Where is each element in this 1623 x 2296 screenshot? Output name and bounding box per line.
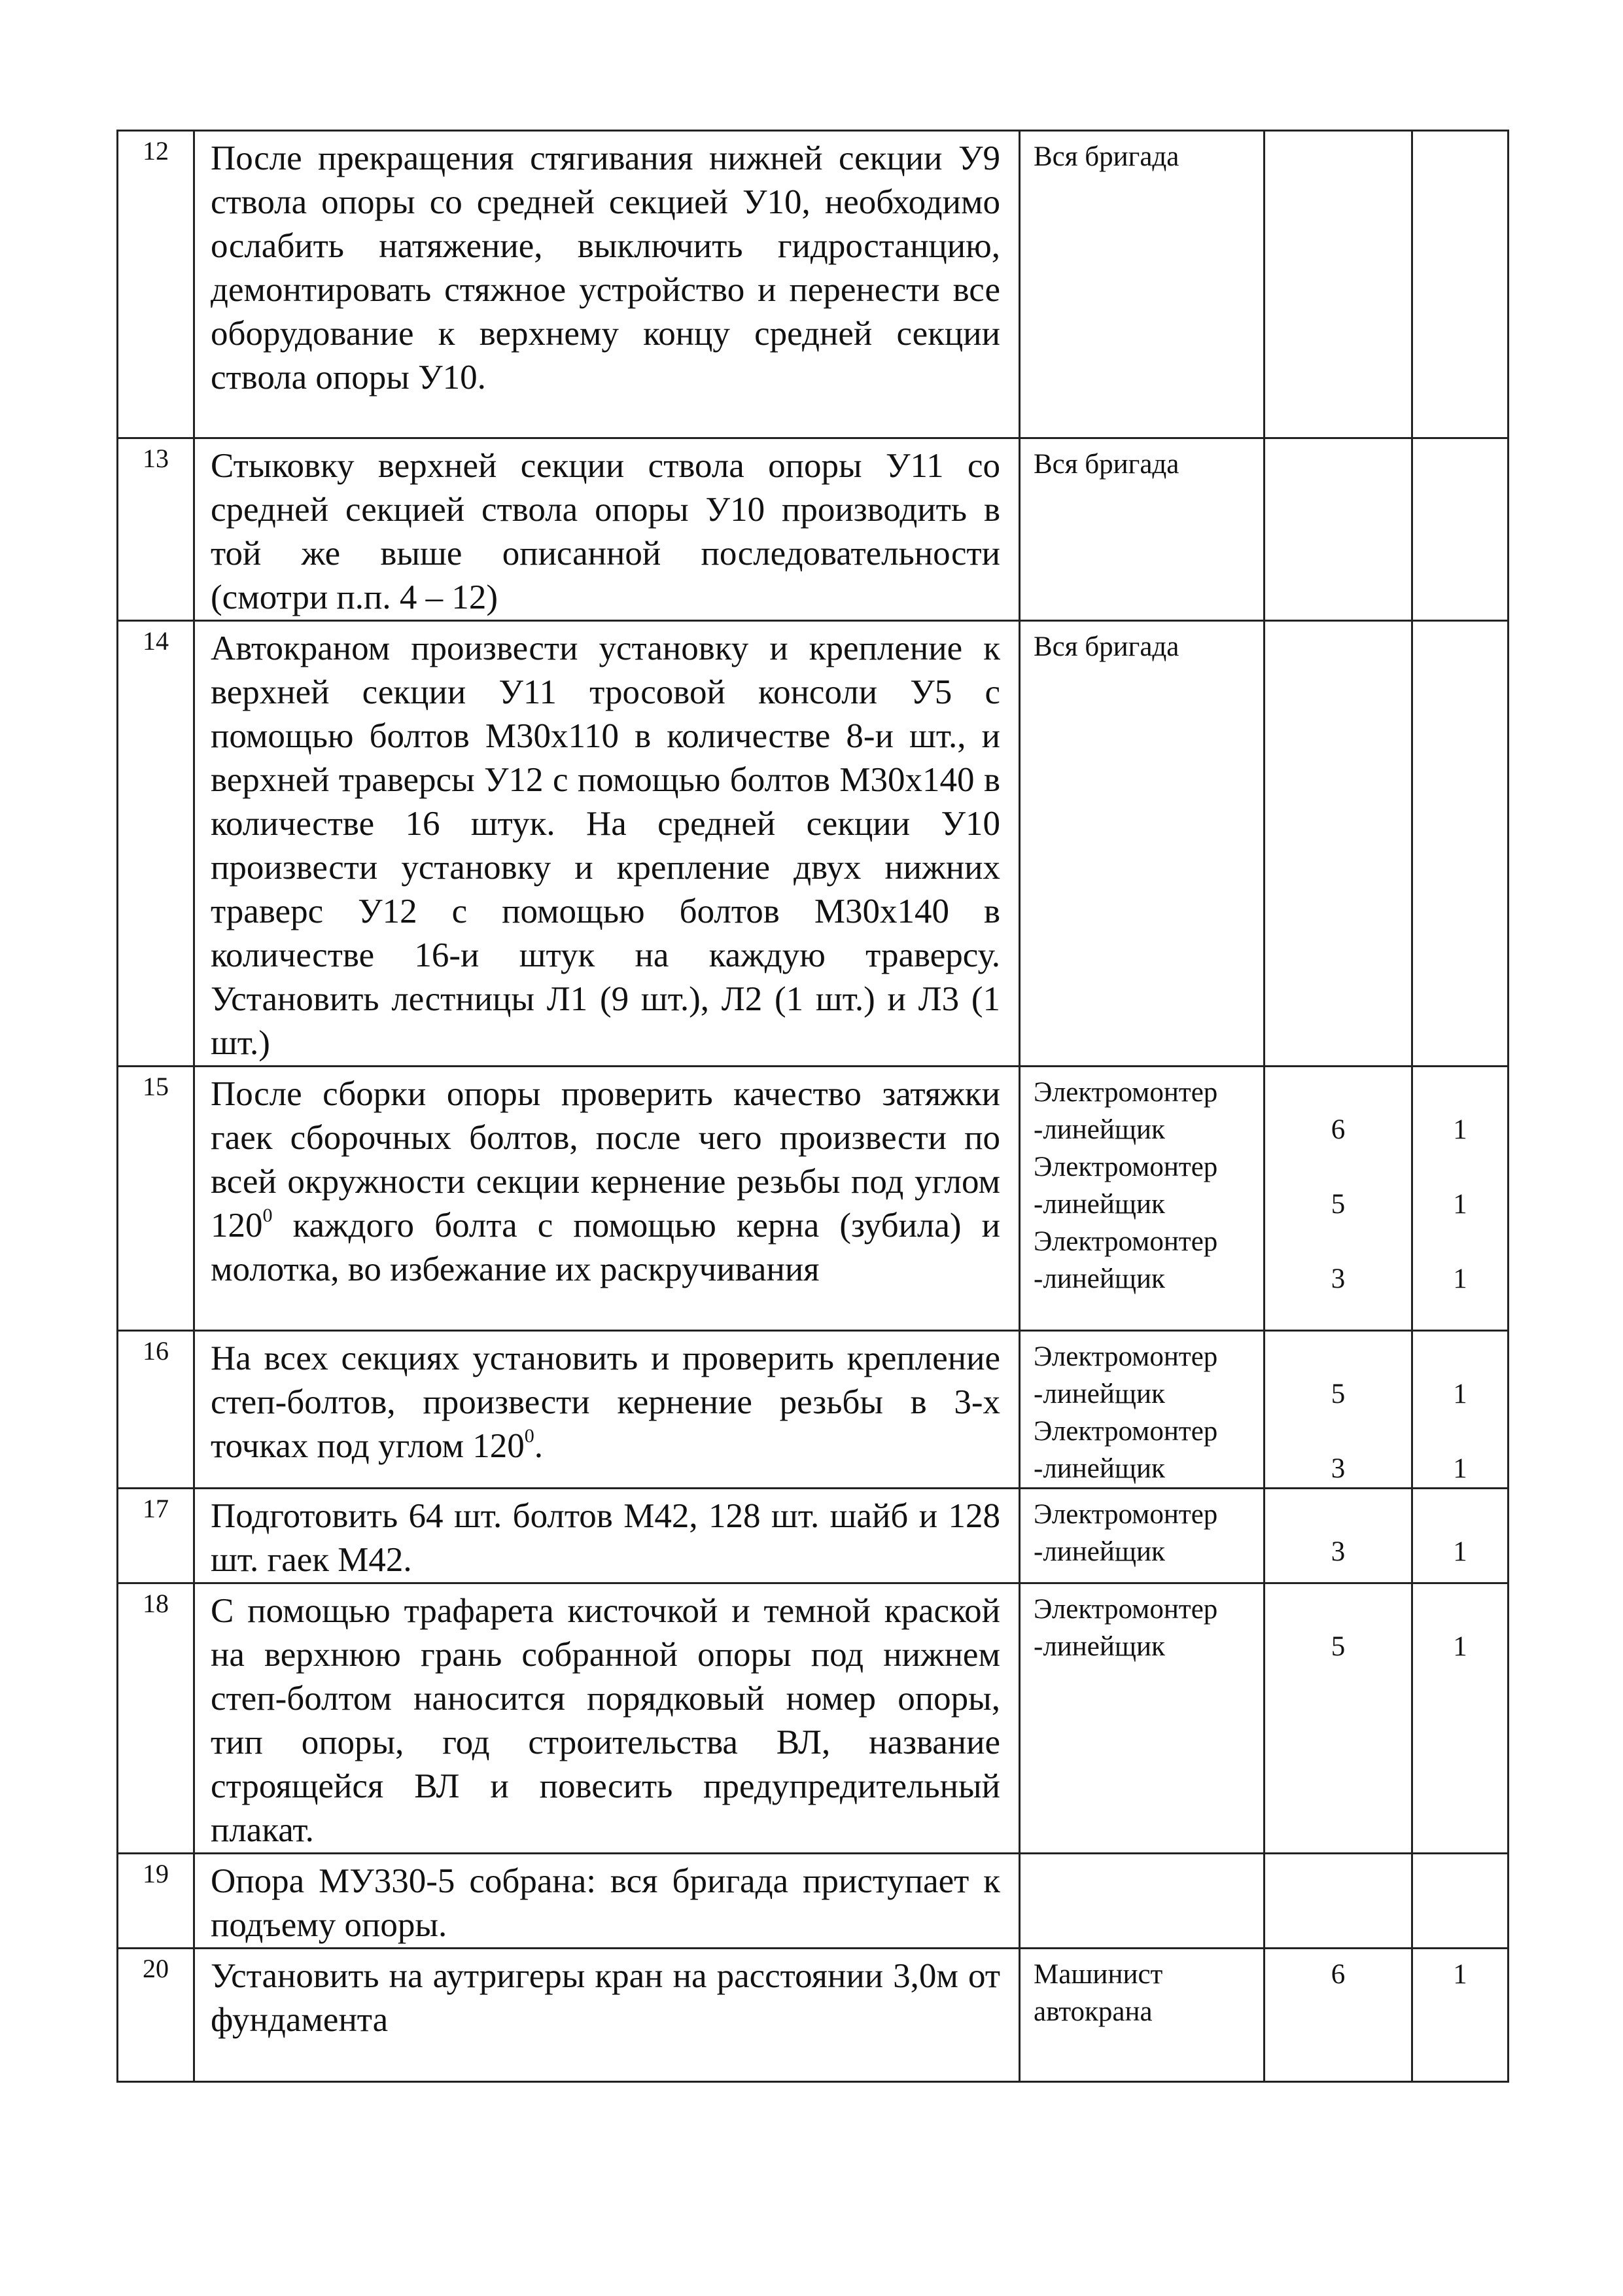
grade-value: 3 [1331,1536,1346,1567]
row-grade [1265,1583,1412,1854]
count-value [1413,1496,1507,1533]
row-number: 20 [118,1949,194,2082]
worker-line: -линейщик [1034,1453,1165,1484]
row-number: 14 [118,621,194,1067]
count-value [1413,1591,1507,1628]
count-value: 1 [1453,1189,1467,1220]
row-description [194,131,1020,438]
row-grade [1265,1067,1412,1331]
count-value [1413,1074,1507,1111]
description-part: . [534,1427,544,1465]
description-text: Стыковку верхней секции ствола опоры У11 со средней секцией ствола опоры У10 производить в той же выше описанной последовательности (смотри п.п. 4 – 12) [211,447,1000,616]
description-text: Автокраном произвести установку и крепление к верхней секции У11 тросовой консоли У5 с помощью болтов М30х110 в количестве 8-и шт., и верхней траверсы У12 с помощью болтов М30х140 в количестве 16 штук. На средней секции У10 произвести установку и крепление двух нижних траверс У12 с помощью болтов М30х140 в количестве 16-и штук на каждую траверсу. Установить лестницы Л1 (9 шт.), Л2 (1 шт.) и Л3 (1 шт.) [211,629,1000,1062]
grade-value [1265,1338,1411,1375]
row-grade [1265,1949,1412,2082]
row-count [1412,131,1509,438]
description-text: Опора МУ330-5 собрана: вся бригада приступает к подъему опоры. [211,1862,1000,1944]
row-count [1412,1489,1509,1583]
description-part: На всех секциях установить и проверить крепление степ-болтов, произвести кернение резьбы в 3-х точках под углом 120 [211,1339,1000,1465]
worker-line: Вся бригада [1034,141,1179,172]
row-worker [1020,1067,1265,1331]
grade-value [1265,1223,1411,1260]
row-grade [1265,438,1412,621]
row-description [194,1949,1020,2082]
row-worker [1020,438,1265,621]
row-number: 18 [118,1583,194,1854]
row-worker [1020,131,1265,438]
count-value [1413,1338,1507,1375]
row-grade [1265,131,1412,438]
row-worker [1020,1854,1265,1949]
count-value [1413,1148,1507,1186]
table-row [118,131,1509,438]
row-number: 16 [118,1331,194,1489]
row-description [194,1067,1020,1331]
row-description [194,1489,1020,1583]
count-value: 1 [1453,1379,1467,1409]
worker-line: -линейщик [1034,1536,1165,1567]
row-grade [1265,1331,1412,1489]
description-text [211,1337,1000,1468]
grade-value [1265,1591,1411,1628]
description-text: Подготовить 64 шт. болтов М42, 128 шт. шайб и 128 шт. гаек М42. [211,1497,1000,1579]
row-grade [1265,621,1412,1067]
description-text [211,1072,1000,1292]
row-worker [1020,1583,1265,1854]
count-value [1413,1223,1507,1260]
grade-value [1265,1148,1411,1186]
count-value: 1 [1453,1631,1467,1662]
worker-line: Вся бригада [1034,449,1179,480]
row-count [1412,1854,1509,1949]
grade-value: 6 [1331,1959,1346,1990]
description-part: После сборки опоры проверить качество затяжки гаек сборочных болтов, после чего произвести по всей окружности секции кернение резьбы под углом 120 [211,1075,1000,1245]
row-count [1412,1331,1509,1489]
table-row [118,621,1509,1067]
row-number: 15 [118,1067,194,1331]
description-text: С помощью трафарета кисточкой и темной краской на верхнюю грань собранной опоры под нижнем степ-болтом наносится порядковый номер опоры, тип опоры, год строительства ВЛ, название строящейся ВЛ и повесить предупредительный плакат. [211,1592,1000,1849]
row-number: 17 [118,1489,194,1583]
count-value: 1 [1453,1114,1467,1145]
row-count [1412,1583,1509,1854]
worker-line: Электромонтер [1034,1499,1218,1530]
description-text: Установить на аутригеры кран на расстоянии 3,0м от фундамента [211,1957,1000,2039]
row-count [1412,1949,1509,2082]
row-grade [1265,1854,1412,1949]
row-number: 13 [118,438,194,621]
degree-superscript: 0 [524,1425,534,1447]
table-row [118,1949,1509,2082]
worker-line: Электромонтер [1034,1416,1218,1447]
row-description [194,1583,1020,1854]
row-worker [1020,1949,1265,2082]
worker-line: Электромонтер [1034,1152,1218,1182]
row-description [194,438,1020,621]
worker-line: -линейщик [1034,1263,1165,1294]
description-text: После прекращения стягивания нижней секции У9 ствола опоры со средней секцией У10, необходимо ослабить натяжение, выключить гидростанцию, демонтировать стяжное устройство и перенести все оборудование к верхнему концу средней секции ствола опоры У10. [211,139,1000,397]
table-row [118,1854,1509,1949]
grade-value: 3 [1331,1263,1346,1294]
row-worker [1020,1489,1265,1583]
worker-line: Электромонтер [1034,1077,1218,1108]
count-value [1413,1413,1507,1450]
row-worker [1020,621,1265,1067]
description-part: каждого болта с помощью керна (зубила) и молотка, во избежание их раскручивания [211,1207,1000,1288]
worker-line: -линейщик [1034,1631,1165,1662]
grade-value: 3 [1331,1453,1346,1484]
row-count [1412,438,1509,621]
worker-line: -линейщик [1034,1189,1165,1220]
row-description [194,621,1020,1067]
row-count [1412,621,1509,1067]
row-number: 12 [118,131,194,438]
row-worker [1020,1331,1265,1489]
worker-line: Электромонтер [1034,1226,1218,1257]
count-value: 1 [1453,1959,1467,1990]
degree-superscript: 0 [262,1205,273,1227]
grade-value: 5 [1331,1631,1346,1662]
work-steps-table [116,130,1509,2083]
grade-value: 5 [1331,1379,1346,1409]
table-body [118,131,1509,2082]
count-value: 1 [1453,1453,1467,1484]
grade-value: 5 [1331,1189,1346,1220]
worker-line: -линейщик [1034,1114,1165,1145]
row-description [194,1854,1020,1949]
table-row [118,438,1509,621]
row-number: 19 [118,1854,194,1949]
grade-value [1265,1074,1411,1111]
worker-line: Электромонтер [1034,1594,1218,1625]
table-row [118,1583,1509,1854]
row-description [194,1331,1020,1489]
table-row [118,1489,1509,1583]
table-row [118,1067,1509,1331]
worker-line: автокрана [1034,1996,1153,2027]
row-count [1412,1067,1509,1331]
grade-value [1265,1413,1411,1450]
table-row [118,1331,1509,1489]
grade-value [1265,1496,1411,1533]
grade-value: 6 [1331,1114,1346,1145]
count-value: 1 [1453,1536,1467,1567]
worker-line: -линейщик [1034,1379,1165,1409]
worker-line: Электромонтер [1034,1341,1218,1372]
row-grade [1265,1489,1412,1583]
worker-line: Машинист [1034,1959,1163,1990]
count-value: 1 [1453,1263,1467,1294]
worker-line: Вся бригада [1034,631,1179,662]
